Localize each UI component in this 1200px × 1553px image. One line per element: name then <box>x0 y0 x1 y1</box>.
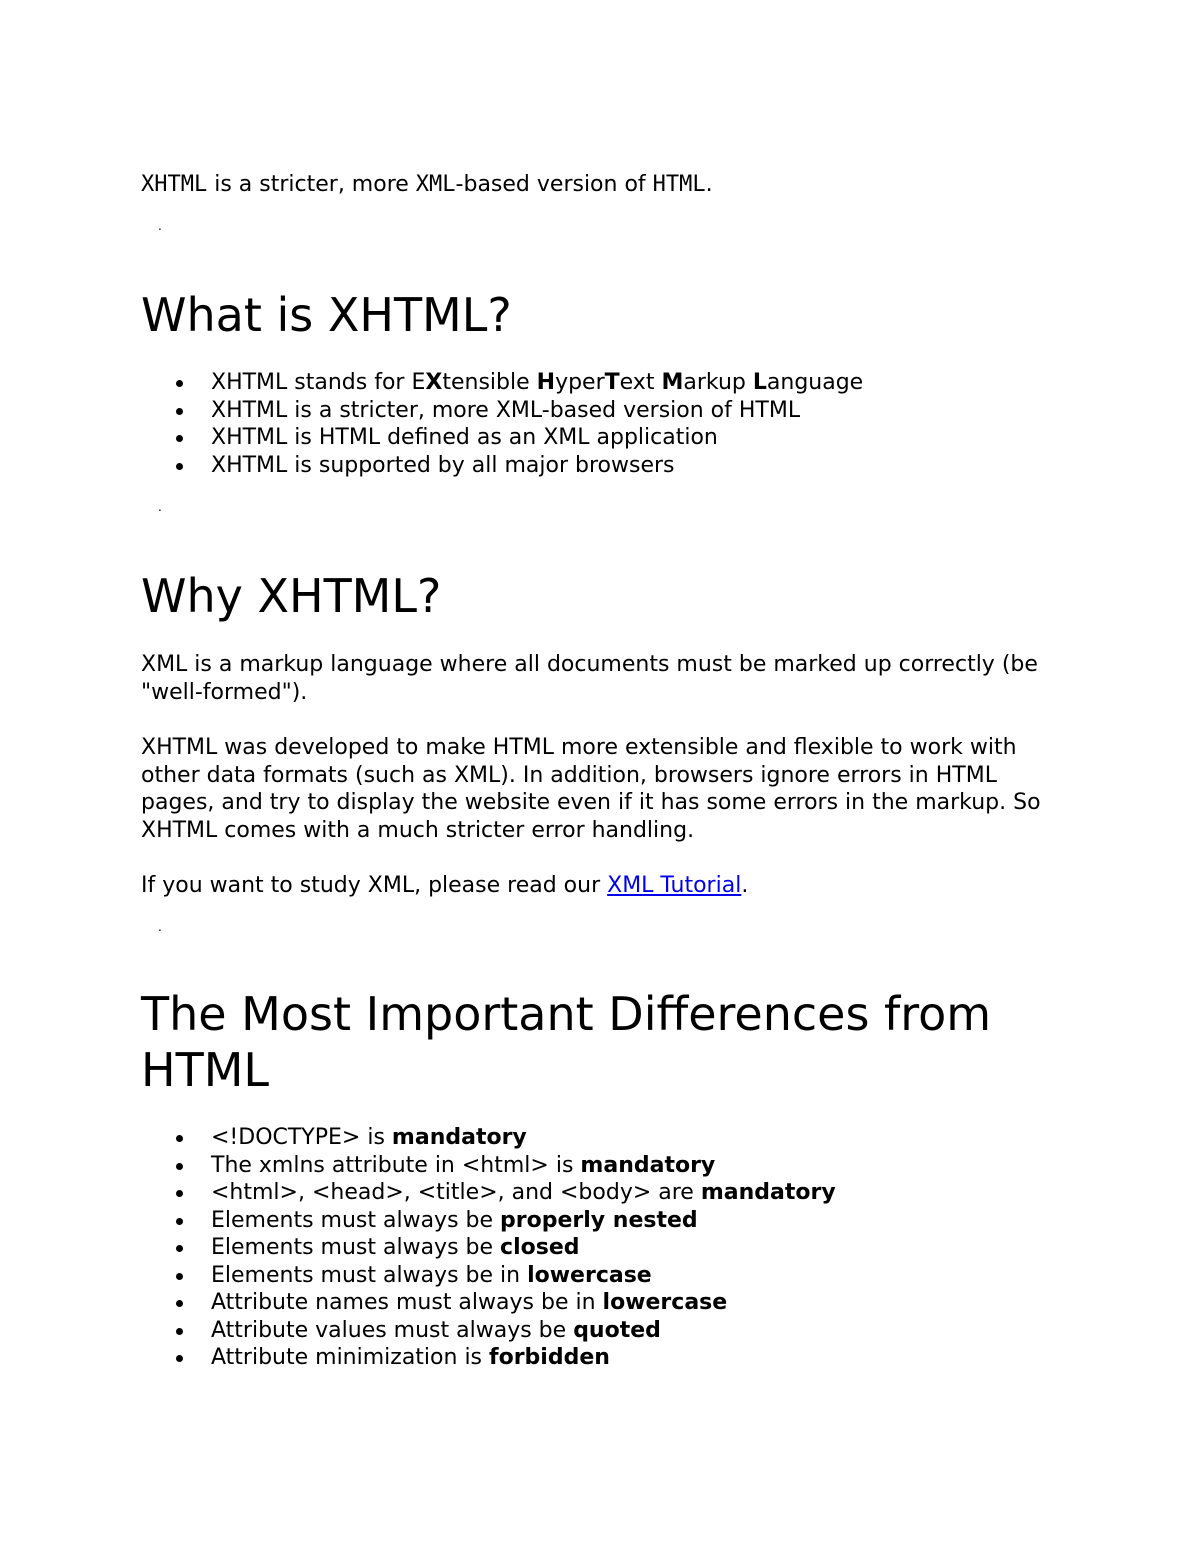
separator-dot: . <box>158 219 162 233</box>
why-paragraph-2: XHTML was developed to make HTML more extensible and flexible to work with other data formats (such as XML). In addition, browsers ignore errors in HTML pages, and try to display the website even if it has some errors in the markup. So XHTML comes with a much stricter error handling. <box>141 735 1041 843</box>
list-item: XHTML is HTML defined as an XML application <box>141 424 863 452</box>
separator-dot: . <box>158 920 162 934</box>
separator-dot: . <box>158 500 162 514</box>
heading-differences: The Most Important Differences from HTML <box>141 987 992 1097</box>
what-is-list <box>141 369 863 479</box>
xml-tutorial-link[interactable]: XML Tutorial <box>607 873 742 898</box>
list-item: Elements must always be in lowercase <box>141 1262 836 1290</box>
intro-sentence <box>141 172 713 197</box>
intro-text-1: is a stricter, more <box>207 172 416 197</box>
differences-list <box>141 1124 836 1372</box>
heading-why-xhtml: Why XHTML? <box>141 569 442 623</box>
list-item: The xmlns attribute in <html> is mandatory <box>141 1152 836 1180</box>
list-item: XHTML is a stricter, more XML-based version of HTML <box>141 397 863 425</box>
list-item: Attribute values must always be quoted <box>141 1317 836 1345</box>
list-item: <!DOCTYPE> is mandatory <box>141 1124 836 1152</box>
intro-xml-code: XML <box>415 172 456 197</box>
intro-html-code: HTML <box>652 172 706 197</box>
list-item: Elements must always be closed <box>141 1234 836 1262</box>
list-item: Attribute minimization is forbidden <box>141 1344 836 1372</box>
intro-xhtml-code: XHTML <box>141 172 208 197</box>
list-item: XHTML stands for EXtensible HyperText Markup Language <box>141 369 863 397</box>
list-item: Attribute names must always be in lowercase <box>141 1289 836 1317</box>
why-paragraph-1: XML is a markup language where all documents must be marked up correctly (be "well-formed"). <box>141 652 1038 705</box>
list-item: Elements must always be properly nested <box>141 1207 836 1235</box>
list-item: <html>, <head>, <title>, and <body> are mandatory <box>141 1179 836 1207</box>
heading-what-is-xhtml: What is XHTML? <box>141 288 512 342</box>
intro-text-2: -based version of <box>455 172 653 197</box>
why-paragraph-3: If you want to study XML, please read our XML Tutorial. <box>141 873 749 898</box>
list-item: XHTML is supported by all major browsers <box>141 452 863 480</box>
intro-text-3: . <box>705 172 713 197</box>
